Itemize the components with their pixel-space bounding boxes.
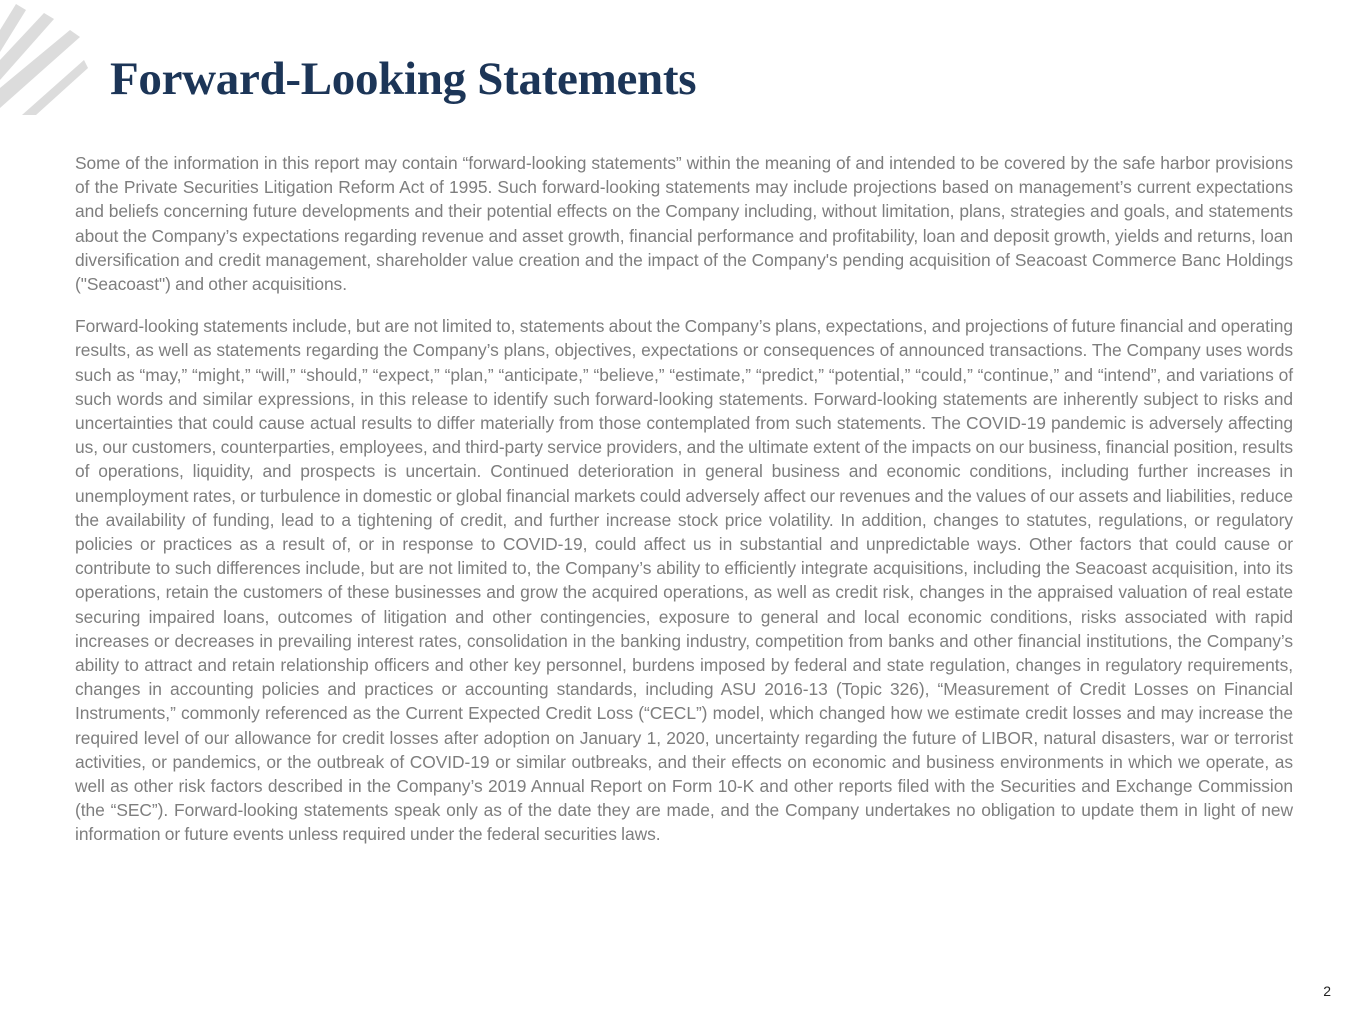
diagonal-stripes-logo-icon [0,0,90,115]
page-number: 2 [1323,983,1331,999]
disclaimer-paragraph: Forward-looking statements include, but are not limited to, statements about the Company’s plans, expectations, and projections of future financial and operating results, as well as statements regarding the Company’s plans, objectives, expectations or consequences of announced transactions. The Company uses words such as “may,” “might,” “will,” “should,” “expect,” “plan,” “anticipate,” “believe,” “estimate,” “predict,” “potential,” “could,” “continue,” and “intend”, and variations of such words and similar expressions, in this release to identify such forward-looking statements. Forward-looking statements are inherently subject to risks and uncertainties that could cause actual results to differ materially from those contemplated from such statements. The COVID-19 pandemic is adversely affecting us, our customers, counterparties, employees, and third-party service providers, and the ultimate extent of the impacts on our business, financial position, results of operations, liquidity, and prospects is uncertain. Continued deterioration in general business and economic conditions, including further increases in unemployment rates, or turbulence in domestic or global financial markets could adversely affect our revenues and the values of our assets and liabilities, reduce the availability of funding, lead to a tightening of credit, and further increase stock price volatility. In addition, changes to statutes, regulations, or regulatory policies or practices as a result of, or in response to COVID-19, could affect us in substantial and unpredictable ways. Other factors that could cause or contribute to such differences include, but are not limited to, the Company’s ability to efficiently integrate acquisitions, including the Seacoast acquisition, into its operations, retain the customers of these businesses and grow the acquired operations, as well as credit risk, changes in the appraised valuation of real estate securing impaired loans, outcomes of litigation and other contingencies, exposure to general and local economic conditions, risks associated with rapid increases or decreases in prevailing interest rates, consolidation in the banking industry, competition from banks and other financial institutions, the Company’s ability to attract and retain relationship officers and other key personnel, burdens imposed by federal and state regulation, changes in regulatory requirements, changes in accounting policies and practices or accounting standards, including ASU 2016-13 (Topic 326), “Measurement of Credit Losses on Financial Instruments,” commonly referenced as the Current Expected Credit Loss (“CECL”) model, which changed how we estimate credit losses and may increase the required level of our allowance for credit losses after adoption on January 1, 2020, uncertainty regarding the future of LIBOR, natural disasters, war or terrorist activities, or pandemics, or the outbreak of COVID-19 or similar outbreaks, and their effects on economic and business environments in which we operate, as well as other risk factors described in the Company’s 2019 Annual Report on Form 10-K and other reports filed with the Securities and Exchange Commission (the “SEC”). Forward-looking statements speak only as of the date they are made, and the Company undertakes no obligation to update them in light of new information or future events unless required under the federal securities laws. [75,316,1293,845]
disclaimer-body [75,151,1293,847]
disclaimer-paragraph: Some of the information in this report may contain “forward-looking statements” within the meaning of and intended to be covered by the safe harbor provisions of the Private Securities Litigation Reform Act of 1995. Such forward-looking statements may include projections based on management’s current expectations and beliefs concerning future developments and their potential effects on the Company including, without limitation, plans, strategies and goals, and statements about the Company’s expectations regarding revenue and asset growth, financial performance and profitability, loan and deposit growth, yields and returns, loan diversification and credit management, shareholder value creation and the impact of the Company's pending acquisition of Seacoast Commerce Banc Holdings ("Seacoast") and other acquisitions. [75,153,1293,295]
page-title: Forward-Looking Statements [110,53,697,105]
